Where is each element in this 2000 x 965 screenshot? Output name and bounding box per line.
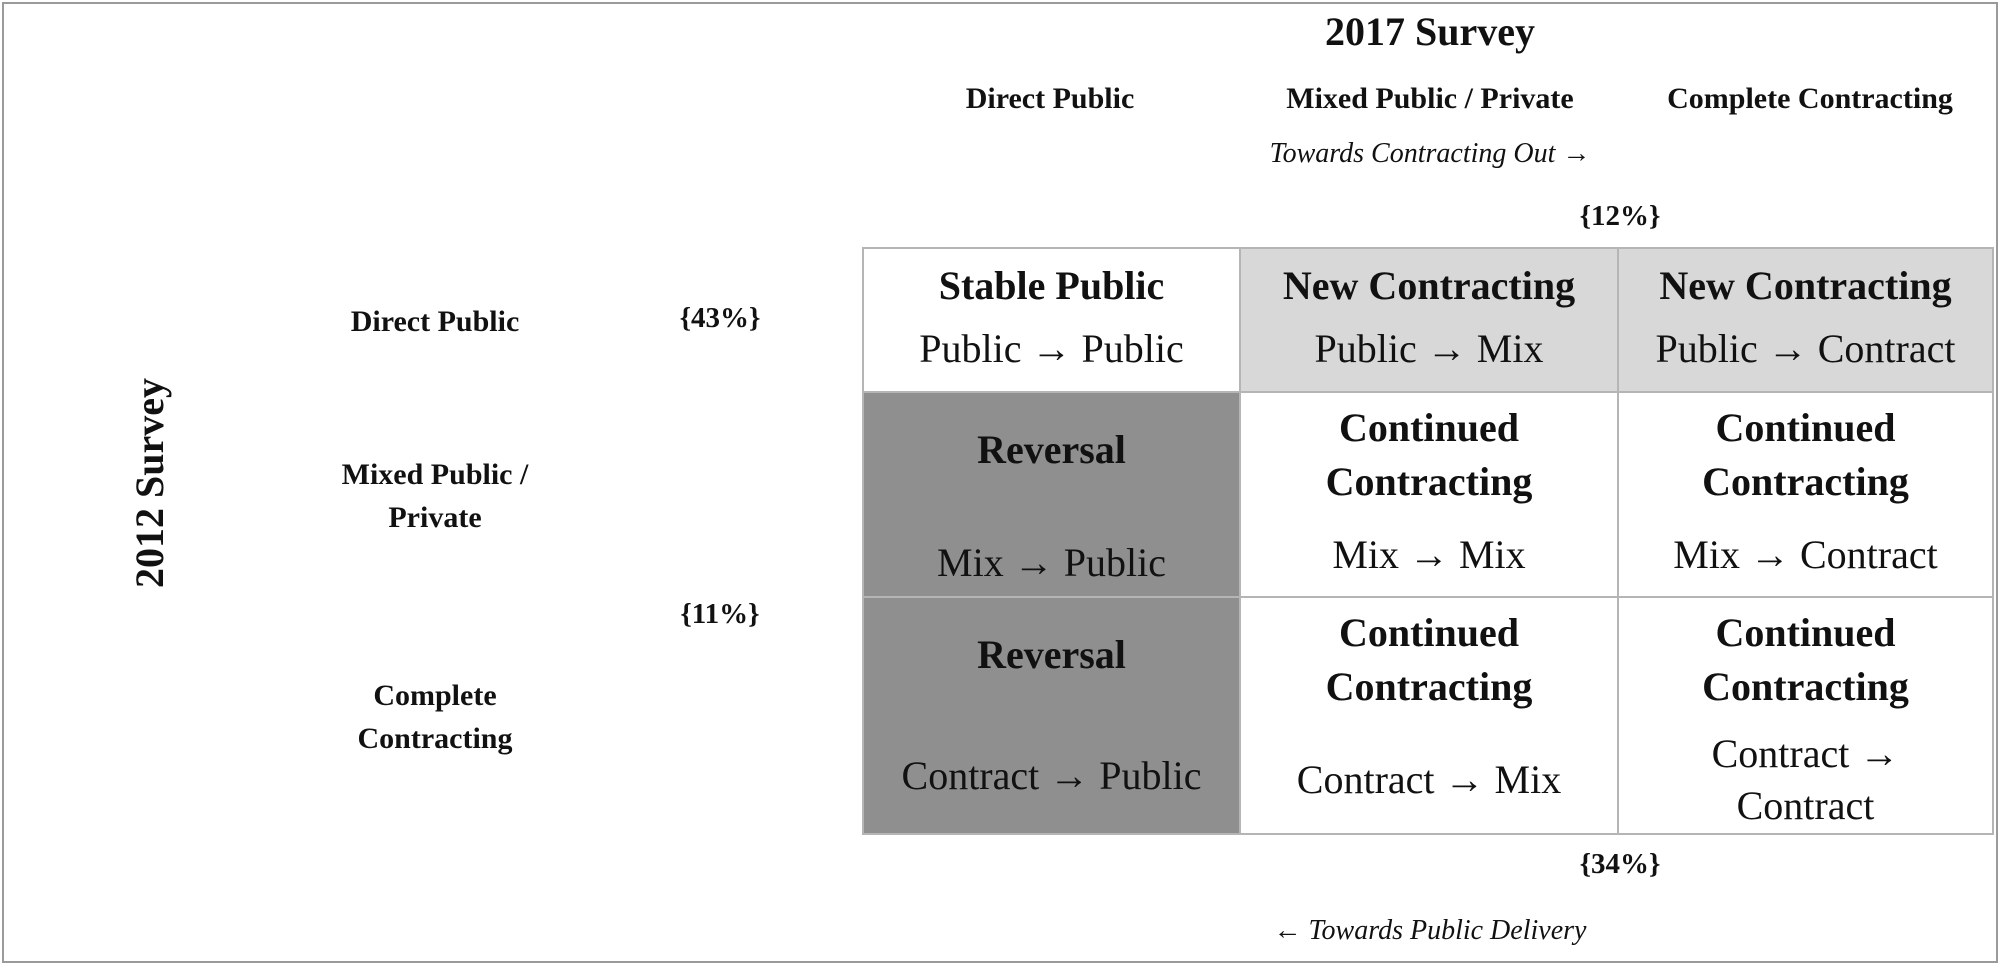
cell-label: Continued Contracting	[1325, 610, 1533, 709]
cell-stable-public	[862, 247, 1241, 393]
cell-label: New Contracting	[1659, 263, 1952, 308]
row-axis-title: 2012 Survey	[127, 378, 172, 588]
row-header-complete-contracting: Complete Contracting	[357, 679, 513, 755]
cell-reversal-mix	[862, 393, 1241, 598]
cell-continued-contracting-contract-mix	[1241, 598, 1619, 835]
col-header-mixed: Mixed Public / Private	[1286, 82, 1574, 115]
cell-reversal-contract	[862, 598, 1241, 835]
row-header-direct-public: Direct Public	[350, 305, 520, 338]
cell-new-contracting-mix	[1241, 247, 1619, 393]
cell-transition: Public → Mix	[1314, 326, 1544, 371]
cell-label: Continued Contracting	[1325, 405, 1533, 504]
transition-matrix	[862, 247, 1994, 835]
pct-reversal: {11%}	[680, 598, 760, 630]
cell-label: Reversal	[977, 632, 1126, 677]
cell-continued-contracting-mix	[1241, 393, 1619, 598]
cell-transition: Public → Contract	[1655, 326, 1956, 371]
cell-label: Stable Public	[938, 263, 1165, 308]
col-axis-title: 2017 Survey	[1325, 9, 1535, 54]
cell-label: Continued Contracting	[1702, 610, 1909, 709]
cell-label: Continued Contracting	[1702, 405, 1909, 504]
cell-transition: Public → Public	[919, 326, 1184, 371]
row-header-mixed: Mixed Public / Private	[341, 458, 529, 534]
cell-transition: Contract → Public	[901, 753, 1202, 798]
cell-transition: Contract → Mix	[1296, 757, 1562, 802]
cell-transition: Mix → Contract	[1673, 532, 1938, 577]
cell-continued-contracting-contract	[1619, 598, 1994, 835]
cell-continued-contracting-mix-contract	[1619, 393, 1994, 598]
towards-public-delivery-note: ← Towards Public Delivery	[1273, 915, 1587, 946]
cell-label: Reversal	[977, 427, 1126, 472]
towards-contracting-out-note: Towards Contracting Out →	[1269, 138, 1591, 169]
cell-transition: Mix → Public	[937, 540, 1166, 585]
cell-new-contracting-contract	[1619, 247, 1994, 393]
col-header-direct-public: Direct Public	[965, 82, 1135, 115]
pct-continued-contracting: {34%}	[1579, 848, 1661, 880]
cell-label: New Contracting	[1282, 263, 1576, 308]
cell-transition: Contract → Contract	[1711, 731, 1900, 828]
cell-transition: Mix → Mix	[1332, 532, 1526, 577]
pct-new-contracting: {12%}	[1579, 200, 1661, 232]
col-header-complete-contracting: Complete Contracting	[1667, 82, 1953, 115]
pct-stable-public: {43%}	[679, 302, 761, 334]
